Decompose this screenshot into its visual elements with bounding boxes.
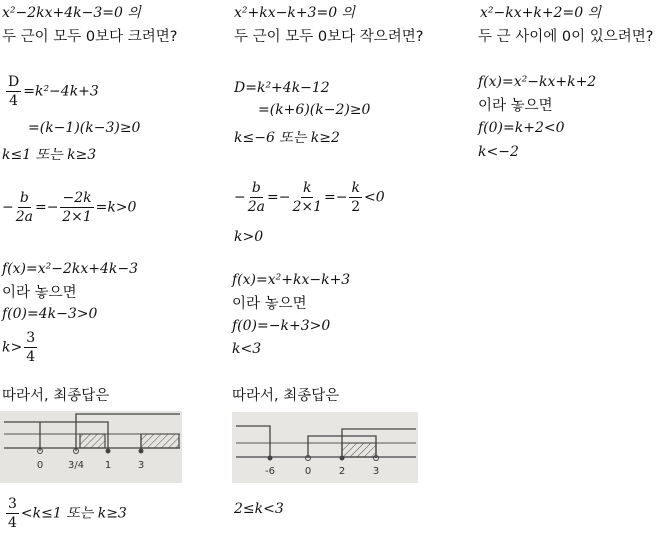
- frac-den: 4: [26, 349, 36, 365]
- frac-den: 2a: [15, 209, 33, 225]
- mid-put-text: 이라 놓으면: [232, 296, 307, 312]
- frac-num: k: [351, 180, 360, 196]
- three-quarters-fraction: [24, 330, 37, 365]
- frac-num: 3: [26, 330, 36, 346]
- left-discriminant: [4, 74, 99, 109]
- frac-den: 2a: [247, 199, 265, 215]
- left-axis-condition: [2, 190, 136, 225]
- mid-therefore: 따라서, 최종답은: [232, 388, 340, 404]
- minus-sign: −: [2, 199, 14, 216]
- tick-label: 3/4: [67, 460, 85, 471]
- right-f0-condition: f(0)=k+2<0: [478, 120, 565, 136]
- left-therefore: 따라서, 최종답은: [2, 388, 110, 404]
- left-discriminant-factored: =(k−1)(k−3)≥0: [28, 120, 141, 136]
- left-f-definition: f(x)=x²−2kx+4k−3: [2, 261, 139, 277]
- left-k-condition: [2, 330, 39, 365]
- right-put-text: 이라 놓으면: [478, 98, 553, 114]
- tick-label: 2: [338, 466, 346, 477]
- tick-label: 3: [372, 466, 380, 477]
- right-header-question: 두 근 사이에 0이 있으려면?: [478, 29, 654, 45]
- mid-header-equation: x²+kx−k+3=0 의: [234, 5, 356, 21]
- mid-discriminant-solution: k≤−6 또는 k≥2: [234, 130, 340, 146]
- left-final-answer: [4, 496, 127, 531]
- left-header-equation: x²−2kx+4k−3=0 의: [2, 5, 141, 21]
- frac-num: b: [251, 180, 261, 196]
- minus-sign: −: [234, 189, 246, 206]
- tick-label: 3: [137, 460, 145, 471]
- equals-minus: =−: [267, 189, 291, 206]
- right-k-condition: k<−2: [478, 144, 519, 160]
- left-number-line-sketch: [0, 411, 182, 483]
- mid-header-question: 두 근이 모두 0보다 작으려면?: [234, 29, 424, 45]
- frac-den: 2: [351, 199, 361, 215]
- equals-minus: =−: [35, 199, 59, 216]
- left-discriminant-solution: k≤1 또는 k≥3: [2, 147, 97, 163]
- neg2k-over-2x1-fraction: [60, 190, 93, 225]
- discriminant-rhs: =k²−4k+3: [23, 83, 99, 100]
- d-over-4-fraction: [6, 74, 21, 109]
- frac-num: 3: [8, 496, 17, 512]
- frac-den: 2×1: [292, 199, 323, 215]
- tick-label: 0: [304, 466, 312, 477]
- frac-den: 4: [9, 93, 19, 109]
- tick-label: -6: [265, 466, 275, 477]
- tick-label: 1: [104, 460, 112, 471]
- frac-den: 2×1: [62, 209, 92, 225]
- frac-num: b: [19, 190, 29, 206]
- right-header-equation: x²−kx+k+2=0 의: [480, 5, 602, 21]
- left-header-question: 두 근이 모두 0보다 크려면?: [2, 29, 178, 45]
- mid-discriminant-factored: =(k+6)(k−2)≥0: [258, 102, 371, 118]
- left-f0-condition: f(0)=4k−3>0: [2, 306, 98, 322]
- b-over-2a-fraction: [248, 180, 265, 215]
- mid-final-answer: 2≤k<3: [234, 501, 284, 517]
- answer-rest: <k≤1 또는 k≥3: [20, 505, 127, 522]
- k-greater: k>: [2, 339, 23, 356]
- frac-num: k: [303, 180, 312, 196]
- k-over-2-fraction: [349, 180, 361, 215]
- axis-rhs: <0: [363, 189, 385, 206]
- mid-axis-condition: [234, 180, 385, 215]
- answer-fraction: [6, 496, 19, 531]
- tick-label: 0: [36, 460, 44, 471]
- right-f-definition: f(x)=x²−kx+k+2: [478, 74, 597, 90]
- frac-num: D: [8, 74, 20, 90]
- b-over-2a-fraction: [16, 190, 33, 225]
- frac-num: −2k: [62, 190, 92, 206]
- mid-k-condition: k<3: [232, 341, 262, 357]
- left-put-text: 이라 놓으면: [2, 285, 77, 301]
- mid-f-definition: f(x)=x²+kx−k+3: [232, 272, 351, 288]
- equals-minus: =−: [324, 189, 348, 206]
- axis-rhs: =k>0: [95, 199, 137, 216]
- mid-discriminant: D=k²+4k−12: [234, 80, 330, 96]
- frac-den: 4: [8, 515, 17, 531]
- middle-number-line-sketch: [232, 412, 418, 483]
- k-over-2x1-fraction: [292, 180, 322, 215]
- mid-f0-condition: f(0)=−k+3>0: [232, 318, 331, 334]
- mid-axis-solution: k>0: [234, 229, 264, 245]
